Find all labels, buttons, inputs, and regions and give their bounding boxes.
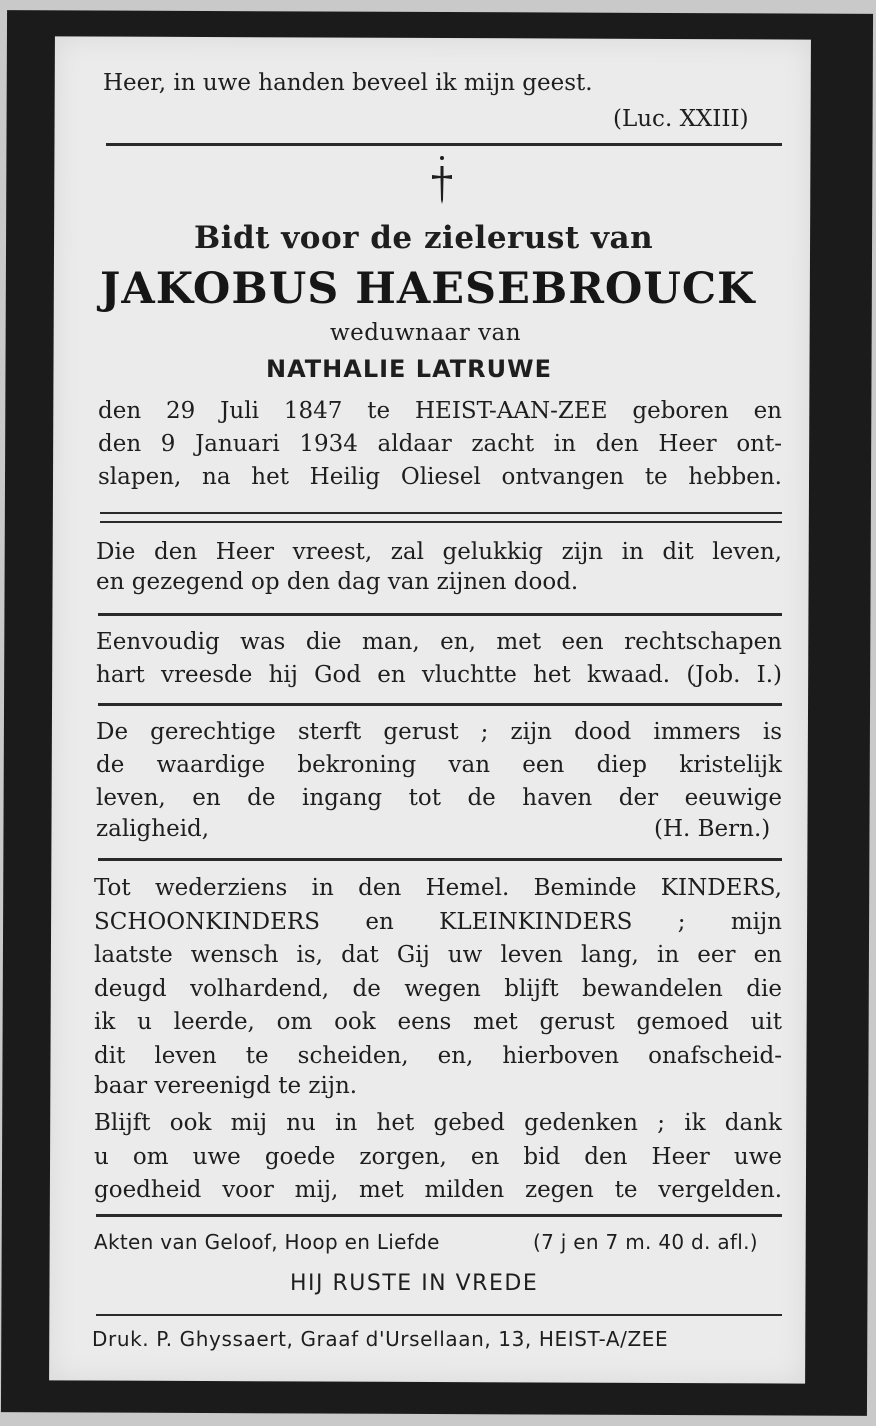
quote-reference: (H. Bern.) bbox=[654, 816, 771, 842]
divider bbox=[106, 143, 782, 146]
divider bbox=[98, 703, 782, 706]
quote-line: Die den Heer vreest, zal gelukkig zijn in dit leven, bbox=[96, 539, 782, 565]
quote-1 bbox=[96, 536, 782, 569]
farewell-line: baar vereenigd te zijn. bbox=[94, 1073, 358, 1099]
request bbox=[94, 1107, 782, 1208]
divider bbox=[100, 512, 782, 514]
quote-line: en gezegend op den dag van zijnen dood. bbox=[96, 569, 579, 595]
divider bbox=[98, 858, 782, 861]
printer-imprint: Druk. P. Ghyssaert, Graaf d'Ursellaan, 13, HEIST-A/ZEE bbox=[92, 1327, 669, 1351]
farewell-line: SCHOONKINDERS en KLEINKINDERS ; mijn bbox=[94, 908, 782, 935]
quote-2 bbox=[96, 626, 782, 692]
epigraph-reference: (Luc. XXIII) bbox=[613, 106, 749, 132]
farewell-line: laatste wensch is, dat Gij uw leven lang, in eer en bbox=[94, 942, 782, 968]
farewell-line: deugd volhardend, de wegen blijft bewandelen die bbox=[94, 975, 782, 1002]
relation: weduwnaar van bbox=[330, 320, 522, 346]
divider bbox=[96, 1214, 782, 1217]
farewell-line: ik u leerde, om ook eens met gerust gemoed uit bbox=[94, 1009, 782, 1035]
bio-line: slapen, na het Heilig Oliesel ontvangen te hebben. bbox=[98, 464, 782, 490]
bio-line: den 29 Juli 1847 te HEIST-AAN-ZEE geboren en bbox=[98, 398, 782, 424]
heading: Bidt voor de zielerust van bbox=[194, 220, 654, 256]
epigraph-text: Heer, in uwe handen beveel ik mijn geest. bbox=[103, 70, 593, 96]
request-line: u om uwe goede zorgen, en bid den Heer uwe bbox=[94, 1143, 782, 1170]
deceased-name: JAKOBUS HAESEBROUCK bbox=[100, 264, 756, 314]
latin-cross-icon bbox=[428, 154, 456, 206]
farewell-line: dit leven te scheiden, en, hierboven onafscheid- bbox=[94, 1042, 782, 1069]
rest-in-peace: HIJ RUSTE IN VREDE bbox=[290, 1271, 539, 1296]
acts-of-faith: Akten van Geloof, Hoop en Liefde bbox=[94, 1230, 440, 1254]
divider bbox=[96, 1314, 782, 1316]
quote-line: leven, en de ingang tot de haven der eeuwige bbox=[96, 785, 782, 811]
quote-line: zaligheid, bbox=[96, 816, 210, 842]
request-line: Blijft ook mij nu in het gebed gedenken ; ik dank bbox=[94, 1110, 782, 1136]
divider bbox=[98, 613, 782, 616]
bio-line: den 9 Januari 1934 aldaar zacht in den Heer ont- bbox=[98, 431, 782, 457]
quote-line: de waardige bekroning van een diep kristelijk bbox=[96, 752, 782, 778]
quote-3 bbox=[96, 716, 782, 815]
quote-line: hart vreesde hij God en vluchtte het kwaad. (Job. I.) bbox=[96, 662, 782, 688]
indulgence: (7 j en 7 m. 40 d. afl.) bbox=[533, 1230, 758, 1254]
spouse-name: NATHALIE LATRUWE bbox=[266, 355, 553, 383]
divider bbox=[100, 521, 782, 523]
card-content bbox=[48, 26, 783, 1370]
quote-line: De gerechtige sterft gerust ; zijn dood immers is bbox=[96, 719, 782, 745]
biography bbox=[98, 395, 782, 494]
request-line: goedheid voor mij, met milden zegen te vergelden. bbox=[94, 1177, 782, 1203]
farewell bbox=[94, 872, 782, 1073]
farewell-line: Tot wederziens in den Hemel. Beminde KINDERS, bbox=[94, 875, 782, 901]
quote-line: Eenvoudig was die man, en, met een rechtschapen bbox=[96, 629, 782, 655]
